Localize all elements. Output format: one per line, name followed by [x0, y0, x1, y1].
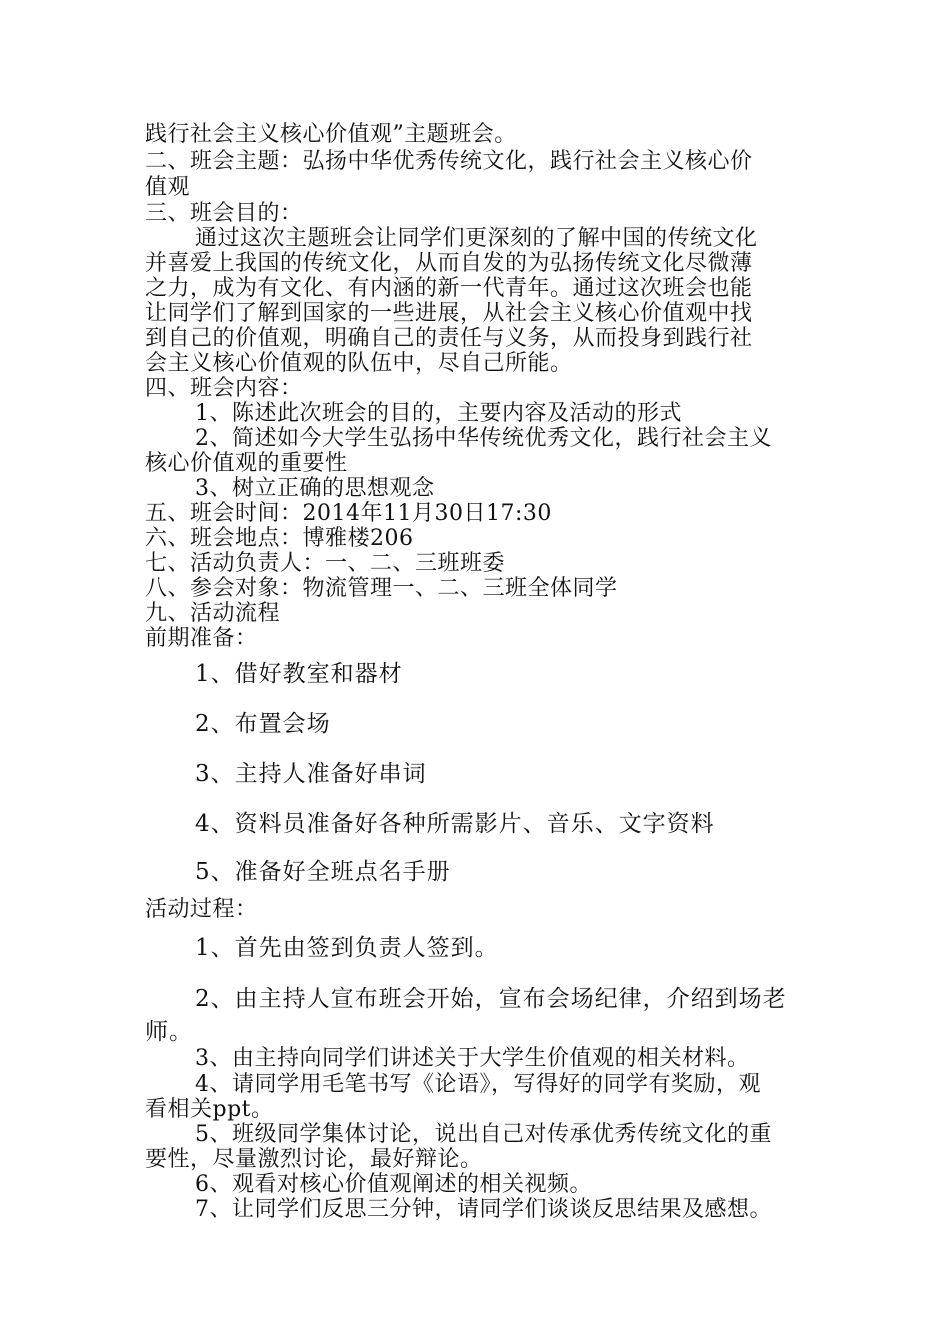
subheading-preparation: 前期准备：	[145, 626, 258, 651]
paragraph-line: 之力，成为有文化、有内涵的新一代青年。通过这次班会也能	[145, 276, 753, 301]
subheading-activity: 活动过程：	[145, 897, 258, 922]
activity-item-continuation: 看相关ppt。	[145, 1097, 274, 1122]
list-item: 2、简述如今大学生弘扬中华传统优秀文化，践行社会主义	[195, 426, 772, 451]
activity-item: 7、让同学们反思三分钟，请同学们谈谈反思结果及感想。	[195, 1197, 772, 1222]
prep-item: 2、布置会场	[195, 711, 331, 737]
activity-item: 5、班级同学集体讨论，说出自己对传承优秀传统文化的重	[195, 1122, 772, 1147]
activity-item: 6、观看对核心价值观阐述的相关视频。	[195, 1172, 592, 1197]
activity-item: 4、请同学用毛笔书写《论语》，写得好的同学有奖励，观	[195, 1072, 761, 1097]
activity-item-continuation: 师。	[145, 1019, 193, 1045]
activity-item: 2、由主持人宣布班会开始，宣布会场纪律，介绍到场老	[195, 986, 787, 1012]
list-item: 3、树立正确的思想观念	[195, 476, 435, 501]
prep-item: 5、准备好全班点名手册	[195, 859, 451, 885]
heading-location: 六、班会地点：博雅楼206	[145, 526, 414, 551]
heading-content: 四、班会内容：	[145, 376, 303, 401]
prep-item: 4、资料员准备好各种所需影片、音乐、文字资料	[195, 811, 715, 837]
heading-theme: 二、班会主题：弘扬中华优秀传统文化，践行社会主义核心价	[145, 149, 753, 174]
prep-item: 3、主持人准备好串词	[195, 761, 427, 787]
paragraph-line: 让同学们了解到国家的一些进展，从社会主义核心价值观中找	[145, 301, 753, 326]
activity-item: 1、首先由签到负责人签到。	[195, 935, 499, 961]
heading-purpose: 三、班会目的：	[145, 201, 303, 226]
text-line: 值观	[145, 175, 191, 200]
heading-participants: 八、参会对象：物流管理一、二、三班全体同学	[145, 576, 618, 601]
activity-item: 3、由主持向同学们讲述关于大学生价值观的相关材料。	[195, 1046, 750, 1071]
paragraph-line: 通过这次主题班会让同学们更深刻的了解中国的传统文化	[195, 226, 758, 251]
activity-item-continuation: 要性，尽量激烈讨论，最好辩论。	[145, 1147, 483, 1172]
prep-item: 1、借好教室和器材	[195, 661, 403, 687]
list-item: 1、陈述此次班会的目的，主要内容及活动的形式	[195, 401, 682, 426]
paragraph-line: 并喜爱上我国的传统文化，从而自发的为弘扬传统文化尽微薄	[145, 251, 753, 276]
heading-time: 五、班会时间：2014年11月30日17:30	[145, 501, 552, 526]
heading-organizer: 七、活动负责人：一、二、三班班委	[145, 551, 506, 576]
text-line: 践行社会主义核心价值观”主题班会。	[145, 122, 517, 147]
paragraph-line: 到自己的价值观，明确自己的责任与义务，从而投身到践行社	[145, 326, 753, 351]
list-item-continuation: 核心价值观的重要性	[145, 451, 348, 476]
heading-process: 九、活动流程	[145, 601, 281, 626]
paragraph-line: 会主义核心价值观的队伍中，尽自己所能。	[145, 351, 573, 376]
